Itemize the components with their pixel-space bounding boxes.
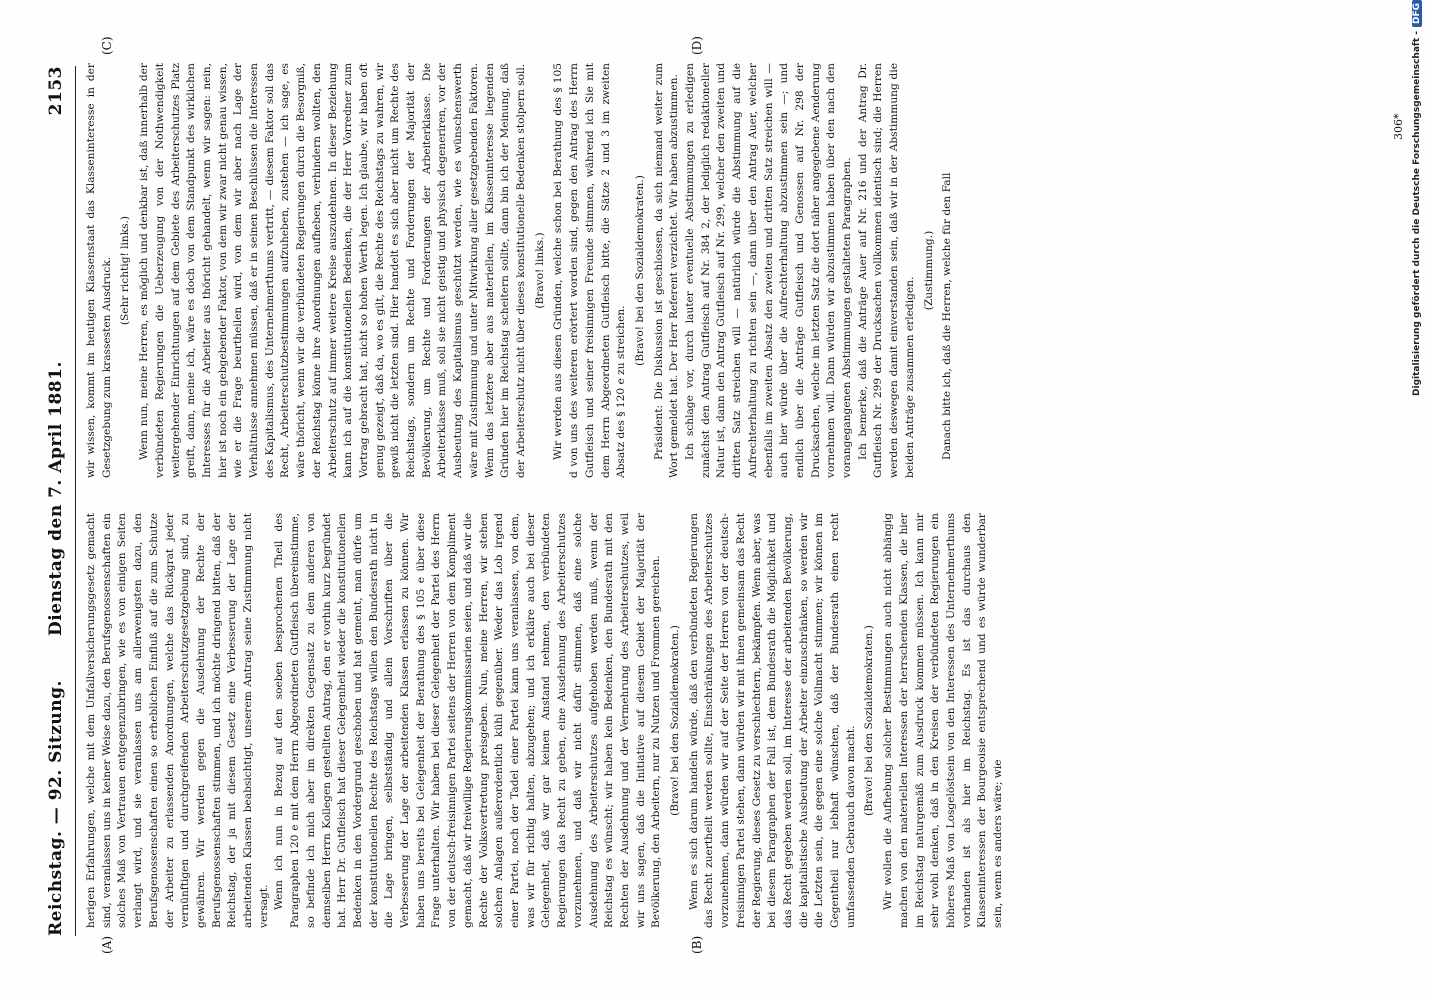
margin-mark-b: (B) (690, 935, 704, 954)
header-page-number: 2153 (46, 66, 66, 116)
header-rule (75, 66, 76, 936)
interjection: (Bravo! bei den Sozialdemokraten.) (863, 625, 876, 816)
signature-mark: 306* (1392, 113, 1405, 140)
page-header (46, 66, 70, 936)
paragraph: Wir wollen die Aufhebung solcher Bestimmungen auch nicht abhängig machen von den materiellen Interessen der herrschenden Klassen, die hier im Reichstag naturgemäß zum Ausdruck kommen müssen. Ich kann mir sehr wohl denken, daß in den Kreisen der verbündeten Regierungen ein höheres Maß von Losgelöstsein von den Interessen des Unternehmerthums vorhanden ist als hier im Reichstag. Es ist das durchaus den Klasseninteressen der Bourgeoisie entsprechend und es würde wunderbar sein, wenn es anders wäre; wie (882, 513, 1005, 928)
paragraph: Wenn nun, meine Herren, es möglich und denkbar ist, daß innerhalb der verbündeten Regierungen die Ueberzeugung von der Nothwendigkeit weitergehender Einrichtungen auf dem Gebiete des Arbeiterschutzes Platz greift, dann, meine ich, wäre es doch von dem Standpunkt des wirklichen Interesses für die Arbeiter aus thöricht gehandelt, wenn wir sagen: nein, hier ist noch ein gebgebender Faktor, von dem wir zwar nicht genau wissen, wie er die Frage beurtheilen wird, von dem wir aber nach Lage der Verhältnisse annehmen müssen, daß er in seinen Beschlüssen die Interessen des Kapitalismus, des Unternehmerthums vertritt, — diesem Faktor soll das Recht, Arbeiterschutzbestimmungen aufzuheben, zustehen — ich sage, es wäre thöricht, wenn wir die verbündeten Regierungen durch die Besorgniß, der Reichstag könne ihre Anordnungen aufheben, verhindern wollten, den Arbeiterschutz auf immer weitere Kreise auszudehnen. In dieser Beziehung kann ich auf die konstitutionellen Bedenken, die der Herr Vorredner zum Vortrag gebracht hat, nicht so hohen Werth legen. Ich glaube, wir haben oft genug gezeigt, daß da, wo es gilt, die Rechte des Reichstags zu wahren, wir gewiß nicht die letzten sind. Hier handelt es sich aber nicht um Rechte des Reichstags, sondern um Rechte und Forderungen der Majorität der Bevölkerung, um Rechte und Forderungen der Arbeiterklasse. Die Arbeiterklasse muß, soll sie nicht geistig und physisch degeneriren, vor der Ausbeutung des Kapitalismus geschützt werden, wie es wünschenswerth wäre mit Zustimmung und unter Mitwirkung aller gesetzgebenden Faktoren. Wenn das letztere aber aus materiellen, im Klasseninteresse liegenden Gründen hier im Reichstag scheitern sollte, dann bin ich der Meinung, daß der Arbeiterschutz nicht über dieses konstitutionelle Bedenken stolpern soll. (138, 63, 527, 478)
left-column (84, 513, 1384, 928)
paragraph: Wir werden aus diesen Gründen, welche schon bei Berathung des § 105 d von uns des weiteren erörtert worden sind, gegen den Antrag des Herrn Gutfleisch und seiner freisinnigen Freunde stimmen, während ich Sie mit dem Herrn Abgeordneten Gutfleisch bitte, die Sätze 2 und 3 im zweiten Absatz des § 120 e zu streichen. (552, 63, 628, 478)
interjection: (Bravo! bei den Sozialdemokraten.) (669, 625, 682, 816)
margin-mark-c: (C) (100, 36, 114, 55)
digitization-text: Digitalisierung gefördert durch die Deutsche Forschungsgemeinschaft - (1412, 31, 1422, 396)
dfg-logo: DFG (1412, 0, 1422, 27)
right-column (84, 63, 1384, 478)
header-date: Dienstag den 7. April 1881. (46, 361, 66, 636)
interjection: (Bravo! links.) (533, 232, 546, 309)
paragraph: Präsident: Die Diskussion ist geschlossen, da sich niemand weiter zum Wort gemeldet hat. Der Herr Referent verzichtet. Wir haben abzustimmen. (652, 63, 681, 478)
margin-mark-d: (D) (690, 36, 704, 55)
paragraph: wir wissen, kommt im heutigen Klassenstaat das Klasseninteresse in der Gesetzgebung zum krassesten Ausdruck. (85, 63, 113, 478)
paragraph: Ich bemerke, daß die Anträge Auer auf Nr. 216 und der Antrag Dr. Gutfleisch Nr. 299 der Drucksachen vollkommen identisch sind; die Herren werden deswegen damit einverstanden sein, daß wir in der Abstimmung die beiden Anträge zusammen erledigen. (856, 63, 916, 478)
paragraph: Wenn ich nun in Bezug auf den soeben besprochenen Theil des Paragraphen 120 e mit dem Herrn Abgeordneten Gutfleisch übereinstimme, so befinde ich mich aber im direkten Gegensatz zu dem anderen von demselben Herrn Kollegen gestellten Antrag, den er vorhin kurz begründet hat. Herr Dr. Gutfleisch hat dieser Gelegenheit wieder die konstitutionellen Bedenken in den Vordergrund geschoben und hat gemeint, man dürfe um der konstitutionellen Rechte des Reichstags willen den Bundesrath nicht in die Lage bringen, selbstständig und allein Vorschriften über die Verbesserung der Lage der arbeitenden Klassen erlassen zu können. Wir haben uns bereits bei Gelegenheit der Berathung des § 105 e über diese Frage unterhalten. Wir haben bei dieser Gelegenheit der Partei des Herrn von der deutsch-freisinnigen Partei seitens der Herren von dem Kompliment gemacht, daß wir freiwillige Regierungskommissarien seien, und daß wir die Rechte der Volksvertretung preisgeben. Nun, meine Herren, wir stehen solchen Anlagen außerordentlich kühl gegenüber. Weder das Lob irgend einer Partei, noch der Tadel einer Partei kann uns veranlassen, von dem, was wir für richtig halten, abzugehen; und ich erkläre auch bei dieser Gelegenheit, daß wir gar keinen Anstand nehmen, den verbündeten Regierungen das Recht zu geben, eine Ausdehnung des Arbeiterschutzes vorzunehmen, und daß wir nicht dafür stimmen, daß eine solche Ausdehnung des Arbeiterschutzes aufgehoben werden muß, wenn der Reichstag es wünscht; wir haben kein Bedenken, den Bundesrath mit den Rechten der Ausdehnung und der Vermehrung des Arbeiterschutzes, weil wir uns sagen, daß die Initiative auf diesem Gebiet der Majorität der Bevölkerung, den Arbeitern, nur zu Nutzen und Frommen gereichen. (273, 513, 663, 928)
interjection: (Zustimmung.) (922, 230, 935, 311)
interjection: (Bravo! bei den Sozialdemokraten.) (633, 175, 646, 366)
margin-mark-a: (A) (100, 935, 114, 954)
paragraph: Danach bitte ich, daß die Herren, welche für den Fall (941, 172, 954, 460)
header-session: Reichstag. — 92. Sitzung. (46, 680, 66, 936)
paragraph: Ich schlage vor, durch lauter eventuelle Abstimmungen zu erledigen zunächst den Antrag Gutfleisch auf Nr. 384 2, der lediglich redaktioneller Natur ist, dann den Antrag Gutfleisch auf Nr. 299, welcher den zweiten und dritten Satz streichen will — natürlich würde die Abstimmung auf die Aufrechterhaltung zu richten sein —, dann über den Antrag Auer, welcher ebenfalls im zweiten Absatz den zweiten und dritten Satz streichen will — auch hier würde über die Aufrechterhaltung abzustimmen sein —; und endlich über die Anträge Gutfleisch und Genossen auf Nr. 298 der Drucksachen, welche im letzten Satz die dort näher angegebene Aenderung vornehmen will. Dann würden wir abzustimmen haben über den nach den vorangegangenen Abstimmungen gestalteten Paragraphen. (684, 63, 854, 478)
interjection: (Sehr richtig! links.) (119, 215, 132, 326)
digitization-note (1412, 0, 1428, 1000)
paragraph: herigen Erfahrungen, welche mit dem Unfallversicherungsgesetz gemacht sind, veranlassen uns in keiner Weise dazu, den Berufsgenossenschaften ein solches Maß von Vertrauen entgegenzubringen, wie es von einigen Seiten verlangt wird, und sie veranlassen uns am allerwenigsten dazu, den Berufsgenossenschaften einen so erheblichen Einfluß auf die zum Schutze der Arbeiter zu erlassenden Anordnungen, welche das Rückgrat jeder vernünftigen und durchgreifenden Arbeiterschutzgesetzgebung sind, zu gewähren. Wir werden gegen die Ausdehnung der Rechte der Berufsgenossenschaften stimmen, und ich möchte dringend bitten, daß der Reichstag, der ja mit diesem Gesetz eine Verbesserung der Lage der arbeitenden Klassen beabsichtigt, unserem Antrag seine Zustimmung nicht versagt. (85, 513, 270, 928)
paragraph: Wenn es sich darum handeln würde, daß den verbündeten Regierungen das Recht zuertheilt werden sollte, Einschränkungen des Arbeiterschutzes vorzunehmen, dann würden wir auf der Seite der Herren von der deutsch-freisinnigen Partei stehen, dann würden wir mit ihnen gemeinsam das Recht der Regierung, dieses Gesetz zu verschlechtern, bekämpfen. Wenn aber, was bei diesem Paragraphen der Fall ist, dem Bundesrath die Möglichkeit und das Recht gegeben werden soll, im Interesse der arbeitenden Bevölkerung, die kapitalistische Ausbeutung der Arbeiter einzuschränken, so werden wir die Letzten sein, die gegen eine solche Vollmacht stimmen; wir können im Gegentheil nur lebhaft wünschen, daß der Bundesrath einen recht umfassenden Gebrauch davon macht. (687, 513, 857, 928)
